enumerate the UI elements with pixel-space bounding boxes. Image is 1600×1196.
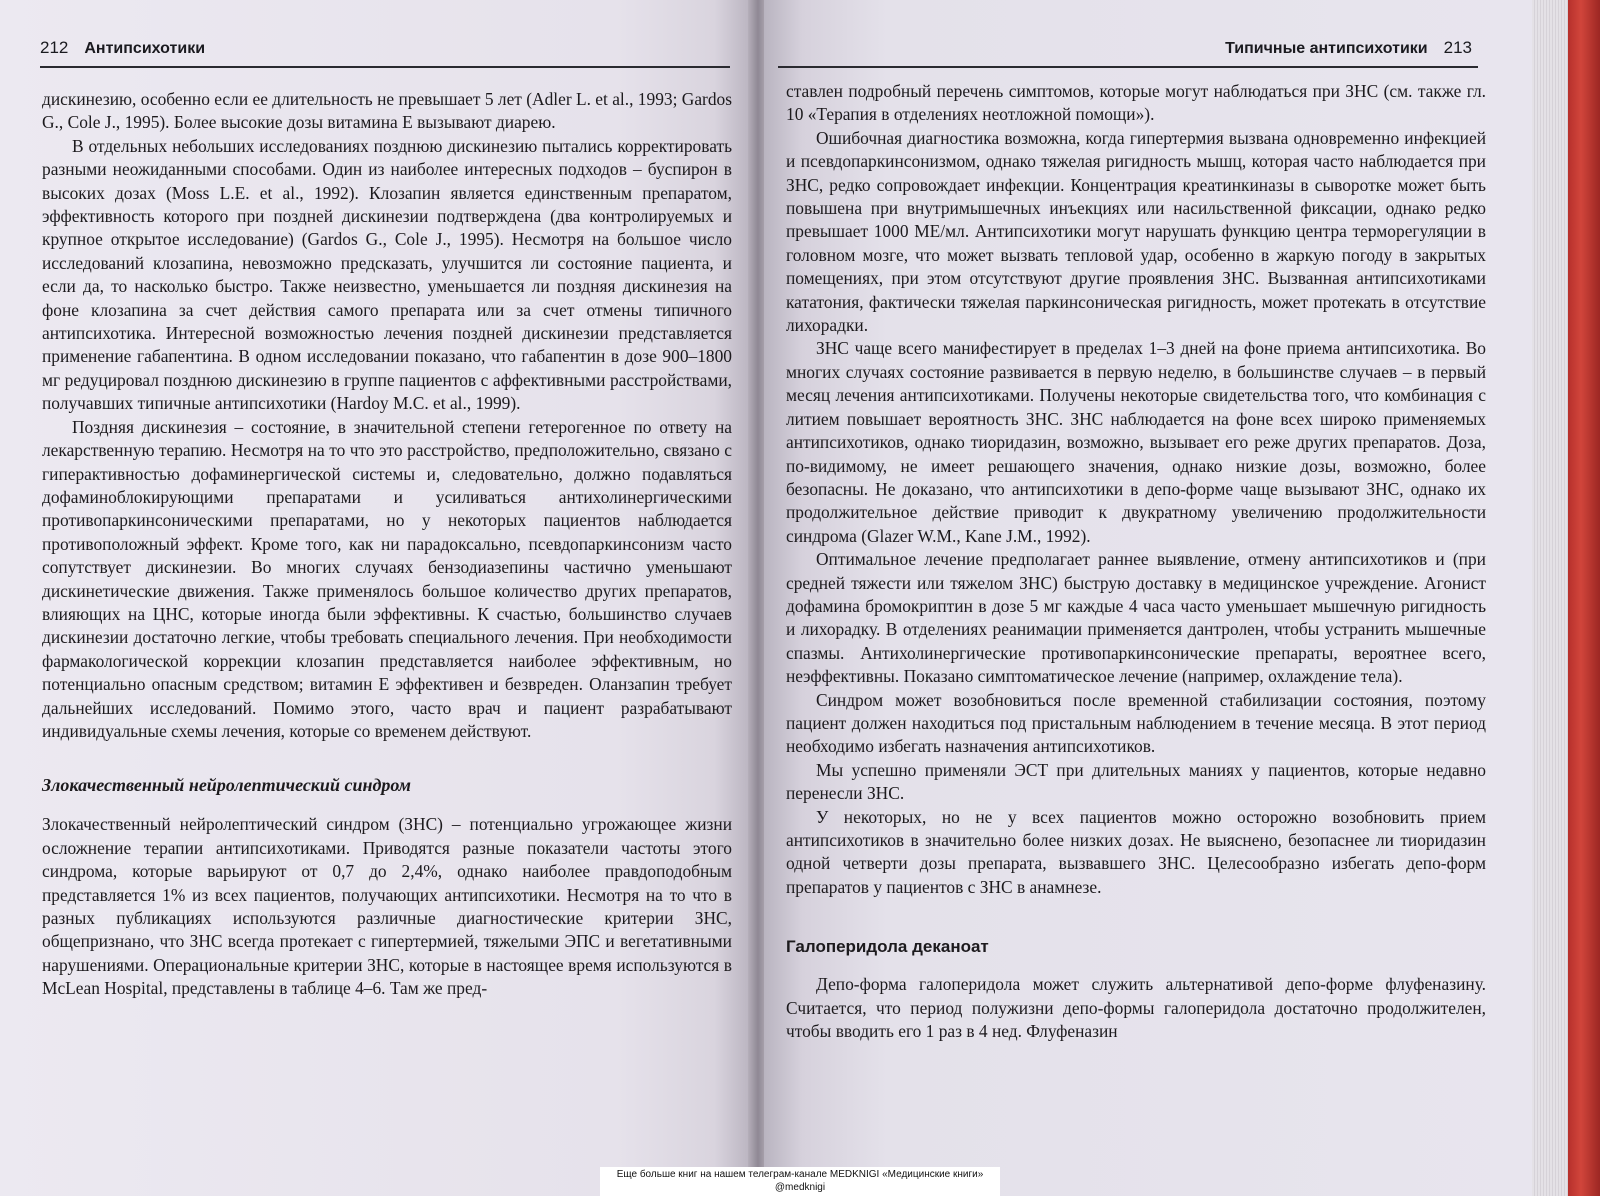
left-paragraph-3: Поздняя дискинезия – состояние, в значительной степени гетерогенное по ответу на лекарственную терапию. Несмотря на то что это расстройство, предположительно, связано с гиперактивностью дофаминергической системы и, следовательно, должно подавляться дофаминоблокирующими препаратами и усиливаться антихолинергическими противопаркинсоническими препаратами, но у некоторых пациентов наблюдается противоположный эффект. Кроме того, как ни парадоксально, псевдопаркинсонизм часто сопутствует дискинезии. Во многих случаях бензодиазепины частично уменьшают дискинетические движения. Также применялось большое количество других препаратов, влияющих на ЦНС, которые иногда были эффективны. К счастью, большинство случаев дискинезии достаточно легкие, чтобы требовать специального лечения. При необходимости фармакологической коррекции клозапин представляется наиболее эффективным, но потенциально опасным средством; витамин Е эффективен и безвреден. Оланзапин требует дальнейших исследований. Помимо этого, часто врач и пациент разрабатывают индивидуальные схемы лечения, которые со временем действуют. [42, 416, 732, 741]
left-page [0, 0, 752, 1196]
book-cover-edge [1568, 0, 1600, 1196]
right-page-number: 213 [1443, 38, 1472, 57]
footer-banner-line-1: Еще больше книг на нашем телеграм-канале MEDKNIGI «Медицинские книги» [616, 1169, 984, 1180]
right-paragraph-6: Мы успешно применяли ЭСТ при длительных маниях у пациентов, которые недавно перенесли ЗНС. [786, 759, 1486, 804]
right-page [764, 0, 1532, 1196]
left-paragraph-4: Злокачественный нейролептический синдром (ЗНС) – потенциально угрожающее жизни осложнение терапии антипсихотиками. Приводятся разные показатели частоты этого синдрома, которые варьируют от 0,7 до 2,4%, однако наиболее правдоподобным представляется 1% из всех пациентов, получающих антипсихотики. Несмотря на то что в разных публикациях используются различные диагностические критерии ЗНС, общепризнано, что ЗНС всегда протекает с гипертермией, тяжелыми ЭПС и вегетативными нарушениями. Операциональные критерии ЗНС, которые в настоящее время используются в McLean Hospital, представлены в таблице 4–6. Там же пред- [42, 814, 732, 999]
left-body-text [42, 88, 732, 1001]
right-running-head-title: Типичные антипсихотики [1225, 40, 1428, 57]
right-paragraph-1: ставлен подробный перечень симптомов, которые могут наблюдаться при ЗНС (см. также гл. 10 «Терапия в отделениях неотложной помощи»). [786, 81, 1486, 125]
right-section-title: Галоперидола деканоат [786, 937, 989, 957]
right-header-rule [778, 66, 1478, 68]
right-paragraph-4: Оптимальное лечение предполагает раннее выявление, отмену антипсихотиков и (при средней тяжести или тяжелом ЗНС) быструю доставку в медицинское учреждение. Агонист дофамина бромокриптин в дозе 5 мг каждые 4 часа часто уменьшает мышечную ригидность и лихорадку. В отделениях реанимации применяется дантролен, чтобы устранить мышечные спазмы. Антихолинергические противопаркинсонические препараты, вероятнее всего, неэффективны. Показано симптоматическое лечение (например, охлаждение тела). [786, 549, 1486, 687]
page-edges [1532, 0, 1568, 1196]
right-body-text [786, 80, 1486, 1043]
left-header-rule [40, 66, 730, 68]
left-page-number: 212 [40, 38, 69, 57]
left-section-title: Злокачественный нейролептический синдром [42, 775, 412, 796]
left-running-head-title: Антипсихотики [84, 40, 206, 57]
left-paragraph-2: В отдельных небольших исследованиях позднюю дискинезию пытались корректировать разными неожиданными способами. Один из наиболее интересных подходов – буспирон в высоких дозах (Moss L.E. et al., 1992). Клозапин является единственным препаратом, эффективность которого при поздней дискинезии подтверждена (два контролируемых и крупное открытое исследование) (Gardos G., Cole J., 1995). Несмотря на большое число исследований клозапина, невозможно предсказать, улучшится ли состояние пациента, и если да, то насколько быстро. Также неизвестно, уменьшается ли поздняя дискинезия на фоне клозапина за счет действия самого препарата или за счет отмены типичного антипсихотика. Интересной возможностью лечения поздней дискинезии представляется применение габапентина. В одном исследовании показано, что габапентин в дозе 900–1800 мг редуцировал позднюю дискинезию в группе пациентов с аффективными расстройствами, получавших типичные антипсихотики (Hardoy M.C. et al., 1999). [42, 135, 732, 414]
right-paragraph-8: Депо-форма галоперидола может служить альтернативой депо-форме флуфеназину. Считается, что период полужизни депо-формы галоперидола достаточно продолжителен, чтобы вводить его 1 раз в 4 нед. Флуфеназин [786, 974, 1486, 1042]
left-running-head [40, 38, 205, 58]
right-paragraph-5: Синдром может возобновиться после временной стабилизации состояния, поэтому пациент должен находиться под пристальным наблюдением в течение месяца. В этот период необходимо избегать назначения антипсихотиков. [786, 689, 1486, 757]
right-paragraph-7: У некоторых, но не у всех пациентов можно осторожно возобновить прием антипсихотиков в значительно более низких дозах. Не выяснено, безопаснее ли тиоридазин одной четверти дозы препарата, вызвавшего ЗНС. Целесообразно избегать депо-форм препаратов у пациентов с ЗНС в анамнезе. [786, 806, 1486, 897]
footer-banner [600, 1167, 1000, 1196]
left-paragraph-1: дискинезию, особенно если ее длительность не превышает 5 лет (Adler L. et al., 1993; Gardos G., Cole J., 1995). Более высокие дозы витамина Е вызывают диарею. [42, 89, 732, 133]
right-running-head [1225, 38, 1472, 58]
footer-banner-line-2: @medknigi [774, 1182, 826, 1193]
right-paragraph-3: ЗНС чаще всего манифестирует в пределах 1–3 дней на фоне приема антипсихотика. Во многих случаях состояние развивается в первую неделю, в большинстве случаев – в первый месяц лечения антипсихотиками. Получены некоторые свидетельства того, что комбинация с литием повышает вероятность ЗНС. ЗНС наблюдается на фоне всех широко применяемых антипсихотиков, однако тиоридазин, возможно, вызывает его реже других препаратов. Доза, по-видимому, не имеет решающего значения, однако низкие дозы, возможно, более безопасны. Не доказано, что антипсихотики в депо-форме чаще вызывают ЗНС, однако их продолжительное действие приводит к двукратному увеличению продолжительности синдрома (Glazer W.M., Kane J.M., 1992). [786, 338, 1486, 546]
right-paragraph-2: Ошибочная диагностика возможна, когда гипертермия вызвана одновременно инфекцией и псевдопаркинсонизмом, однако тяжелая ригидность мышц, которая часто наблюдается при ЗНС, редко сопровождает инфекции. Концентрация креатинкиназы в сыворотке может быть повышена при внутримышечных инъекциях или насильственной фиксации, однако редко превышает 1000 МЕ/мл. Антипсихотики могут нарушать функцию центра терморегуляции в головном мозге, что может вызвать тепловой удар, особенно в жаркую погоду в закрытых помещениях, при этом отсутствуют другие проявления ЗНС. Вызванная антипсихотиками кататония, фактически тяжелая паркинсоническая ригидность, может протекать в отсутствие лихорадки. [786, 127, 1486, 336]
